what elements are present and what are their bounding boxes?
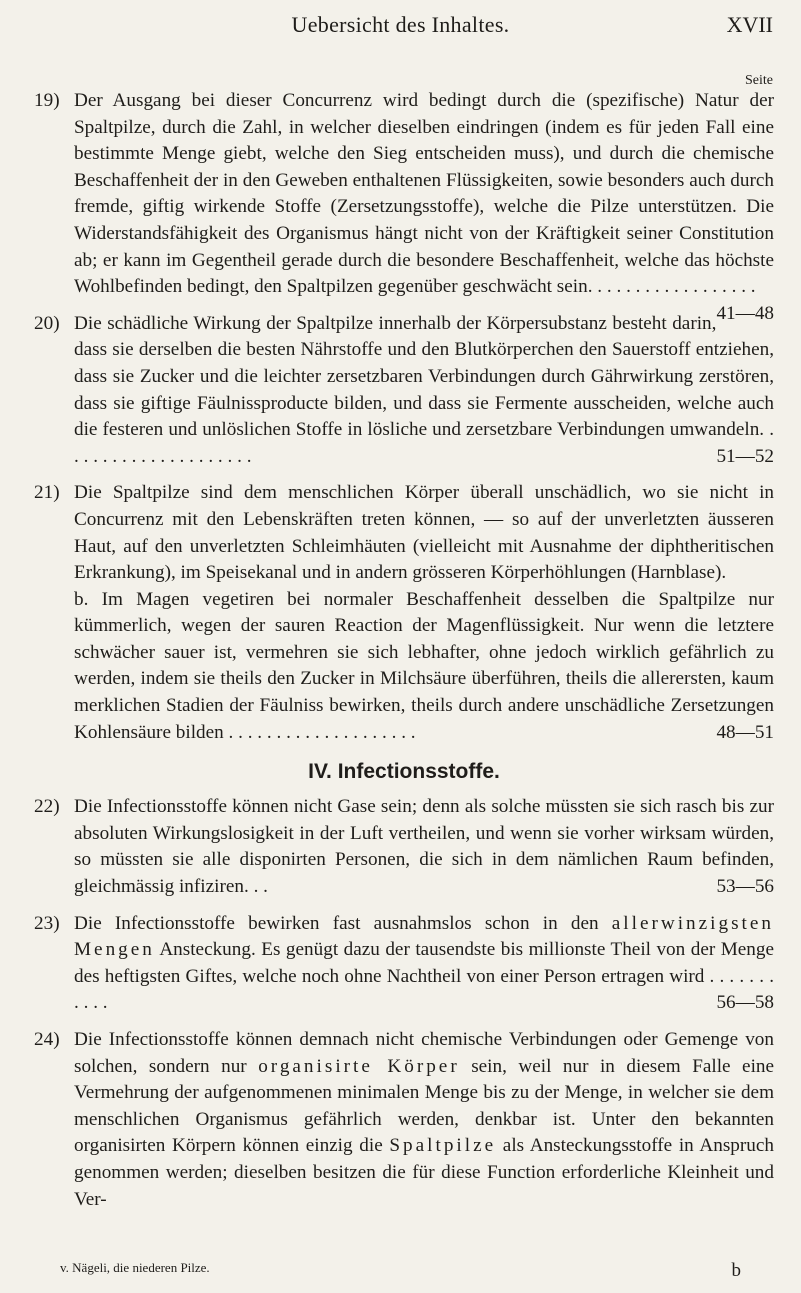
signature-mark: b [731, 1260, 741, 1281]
entry-number: 24) [34, 1029, 60, 1050]
entry-text: Die schädliche Wirkung der Spaltpilze innerhalb der Körpersubstanz besteht darin, dass sie derselben die besten Nährstoffe und den Blutkörperchen den Sauerstoff entziehen, dass sie Zucker und die leichter zersetzbaren Verbindungen durch Gährwirkung zerstören, dass sie giftige Fäulnissproducte bilden, und dass sie Fermente ausscheiden, welche auch die festeren und unlöslichen Stoffe in lösliche und zersetzbare Verbindungen umwandeln. . . . . . . . . . . . . . . . . . . . . [74, 312, 774, 467]
entry-text: Der Ausgang bei dieser Concurrenz wird bedingt durch die (spezifische) Natur der Spaltpilze, durch die Zahl, in welcher dieselben eindringen (indem es für jeden Fall eine bestimmte Menge giebt, welche den Sieg entscheiden muss), und durch die chemische Beschaffenheit der in den Geweben enthaltenen Flüssigkeiten, sowie besonders auch durch fremde, giftig wirkende Stoffe (Zersetzungsstoffe), welche die Pilze unterstützen. Die Widerstandsfähigkeit des Organismus hängt nicht von der Kräftigkeit seiner Constitution ab; er kann im Gegentheil gerade durch die besondere Beschaffenheit, welche das höchste Wohlbefinden bedingt, den Spaltpilzen gegenüber geschwächt sein. . . . . . . . . . . . . . . . . . [74, 90, 774, 298]
entry-text-continued: Ansteckung. Es genügt dazu der tausendste bis millionste Theil von der Menge des heftigsten Giftes, welche noch ohne Nachtheil von einer Person ertragen wird . . . . . . . . . . . [74, 939, 774, 1014]
entry-number: 23) [34, 912, 60, 934]
footer-author: v. Nägeli, die niederen Pilze. [60, 1260, 210, 1275]
entry-number: 19) [34, 90, 60, 111]
entry-pages: 53—56 [716, 876, 774, 898]
emphasized-text: organisirte Körper [258, 1055, 460, 1077]
entry-text-continued: als Ansteckungsstoffe in Anspruch genommen werden; dieselben besitzen die für diese Function erforderliche Kleinheit und Ver- [74, 1135, 774, 1210]
toc-entry-24 [34, 1027, 774, 1213]
emphasized-text: allerwinzigsten Mengen [74, 912, 774, 961]
running-title: Uebersicht des Inhaltes. [291, 12, 510, 37]
toc-entry-22 [34, 794, 774, 900]
entry-text: Die Infectionsstoffe bewirken fast ausnahmslos schon in den [74, 912, 599, 934]
entry-text: Die Spaltpilze sind dem menschlichen Körper überall unschädlich, wo sie nicht in Concurrenz mit den Lebenskräften treten können, — so auf der unverletzten äusseren Haut, auf den unverletzten Schleimhäuten (vielleicht mit Ausnahme der diphtheritischen Erkrankung), im Speisekanal und in andern grösseren Körperhöhlungen (Harnblase). [74, 482, 774, 584]
entry-pages: 56—58 [716, 992, 774, 1014]
entry-pages: 48—51 [716, 721, 774, 743]
emphasized-text: Spaltpilze [389, 1135, 497, 1157]
entry-text: Die Infectionsstoffe können demnach nicht chemische Verbindungen oder Gemenge von solchen, sondern nur [74, 1029, 774, 1077]
entry-text-continued: sein, weil nur in diesem Falle eine Vermehrung der aufgenommenen minimalen Menge bis zu der Menge, in welcher sie dem menschlichen Organismus gefährlich werden, denkbar ist. Unter den bekannten organisirten Körpern können einzig die [74, 1055, 775, 1157]
page-column-label: Seite [745, 73, 773, 88]
section-heading: IV. Infectionsstoffe. [308, 760, 500, 784]
page-header [0, 12, 801, 42]
toc-entry-21 [34, 480, 774, 746]
toc-entry-20 [34, 311, 774, 471]
toc-entry-23 [34, 911, 774, 1017]
entry-pages: 41—48 [716, 302, 774, 324]
entry-text: Die Infectionsstoffe können nicht Gase sein; denn als solche müssten sie sich rasch bis zur absoluten Wirkungslosigkeit in der Luft vertheilen, und wenn sie vorher wirksam würden, so müssten sie alle disponirten Personen, die sich in dem nämlichen Raum befinden, gleichmässig infiziren. . . [74, 796, 774, 898]
entry-number: 22) [34, 796, 60, 818]
entry-number: 20) [34, 312, 60, 334]
entry-subtext: b. Im Magen vegetiren bei normaler Beschaffenheit desselben die Spaltpilze nur kümmerlich, wegen der sauren Reaction der Magenflüssigkeit. Nur wenn die letztere schwächer sauer ist, vermehren sie sich lebhafter, ohne jedoch wirklich gefährlich zu werden, indem sie theils den Zucker in Milchsäure überführen, theils die allerersten, kaum merklichen Stadien der Fäulniss bewirken, theils durch andere unschädliche Zersetzungen Kohlensäure bilden . . . . . . . . . . . . . . . . . . . . [74, 588, 774, 743]
page-number: XVII [726, 12, 773, 37]
table-of-contents [34, 88, 774, 1223]
entry-pages: 51—52 [716, 445, 774, 467]
entry-number: 21) [34, 482, 60, 504]
page-footer [60, 1260, 741, 1281]
